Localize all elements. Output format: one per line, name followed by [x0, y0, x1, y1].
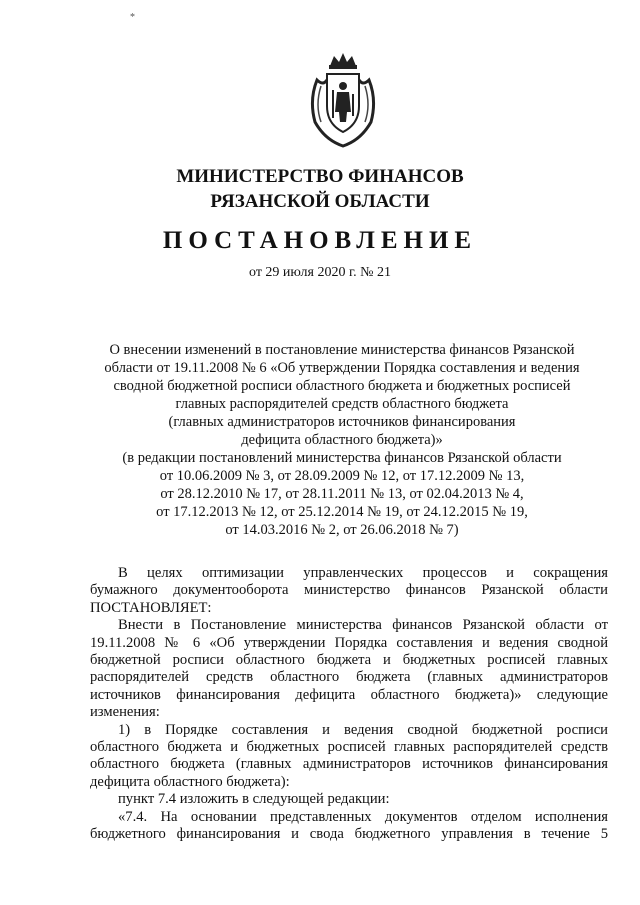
subject-line: О внесении изменений в постановление министерства финансов Рязанской [109, 342, 575, 358]
subject-line: от 17.12.2013 № 12, от 25.12.2014 № 19, от 24.12.2015 № 19, [156, 504, 528, 520]
body-line: 19.11.2008 № 6 «Об утверждении Порядка составления и ведения сводной [90, 634, 608, 651]
subject-line: дефицита областного бюджета)» [241, 432, 443, 448]
body-line: изменения: [90, 704, 160, 721]
body-line: распорядителей средств областного бюджета (главных администраторов [90, 669, 608, 686]
body-line: бюджетного финансирования и свода бюджетного управления в течение 5 [90, 826, 608, 843]
body-line: «7.4. На основании представленных документов отделом исполнения [118, 808, 608, 825]
coat-of-arms-icon [303, 50, 383, 150]
subject-line: (главных администраторов источников финансирования [168, 414, 516, 430]
subject-line: от 14.03.2016 № 2, от 26.06.2018 № 7) [225, 522, 459, 538]
document-body [90, 565, 608, 844]
subject-line: от 28.12.2010 № 17, от 28.11.2011 № 13, от 02.04.2013 № 4, [160, 486, 524, 502]
subject-line: от 10.06.2009 № 3, от 28.09.2009 № 12, от 17.12.2009 № 13, [159, 468, 525, 484]
subject-line: сводной бюджетной росписи областного бюджета и бюджетных росписей [113, 378, 571, 394]
body-line: областного бюджета (главных администраторов источников финансирования [90, 756, 608, 773]
body-line: пункт 7.4 изложить в следующей редакции: [118, 791, 390, 808]
body-line: бумажного документооборота министерство финансов Рязанской области [90, 582, 608, 599]
body-line: дефицита областного бюджета): [90, 773, 290, 790]
body-line: Внести в Постановление министерства финансов Рязанской области от [118, 617, 608, 634]
document-date-number: от 29 июля 2020 г. № 21 [249, 265, 391, 280]
document-subject [92, 341, 592, 539]
subject-line: (в редакции постановлений министерства финансов Рязанской области [122, 450, 562, 466]
body-line: ПОСТАНОВЛЯЕТ: [90, 599, 212, 616]
body-line: В целях оптимизации управленческих процессов и сокращения [118, 565, 608, 581]
ministry-name-line2: РЯЗАНСКОЙ ОБЛАСТИ [210, 191, 430, 212]
subject-line: области от 19.11.2008 № 6 «Об утверждении Порядка составления и ведения [104, 360, 580, 376]
body-line: источников финансирования дефицита областного бюджета)» следующие [90, 686, 608, 703]
ministry-name-line1: МИНИСТЕРСТВО ФИНАНСОВ [176, 166, 464, 187]
body-line: 1) в Порядке составления и ведения сводной бюджетной росписи [118, 721, 608, 738]
corner-mark: * [130, 12, 135, 23]
document-type-title: ПОСТАНОВЛЕНИЕ [162, 227, 478, 254]
subject-line: главных распорядителей средств областного бюджета [175, 396, 509, 412]
body-line: областного бюджета и бюджетных росписей главных распорядителей средств [90, 739, 608, 756]
body-line: бюджетной росписи областного бюджета и бюджетных росписей главных [90, 652, 608, 669]
